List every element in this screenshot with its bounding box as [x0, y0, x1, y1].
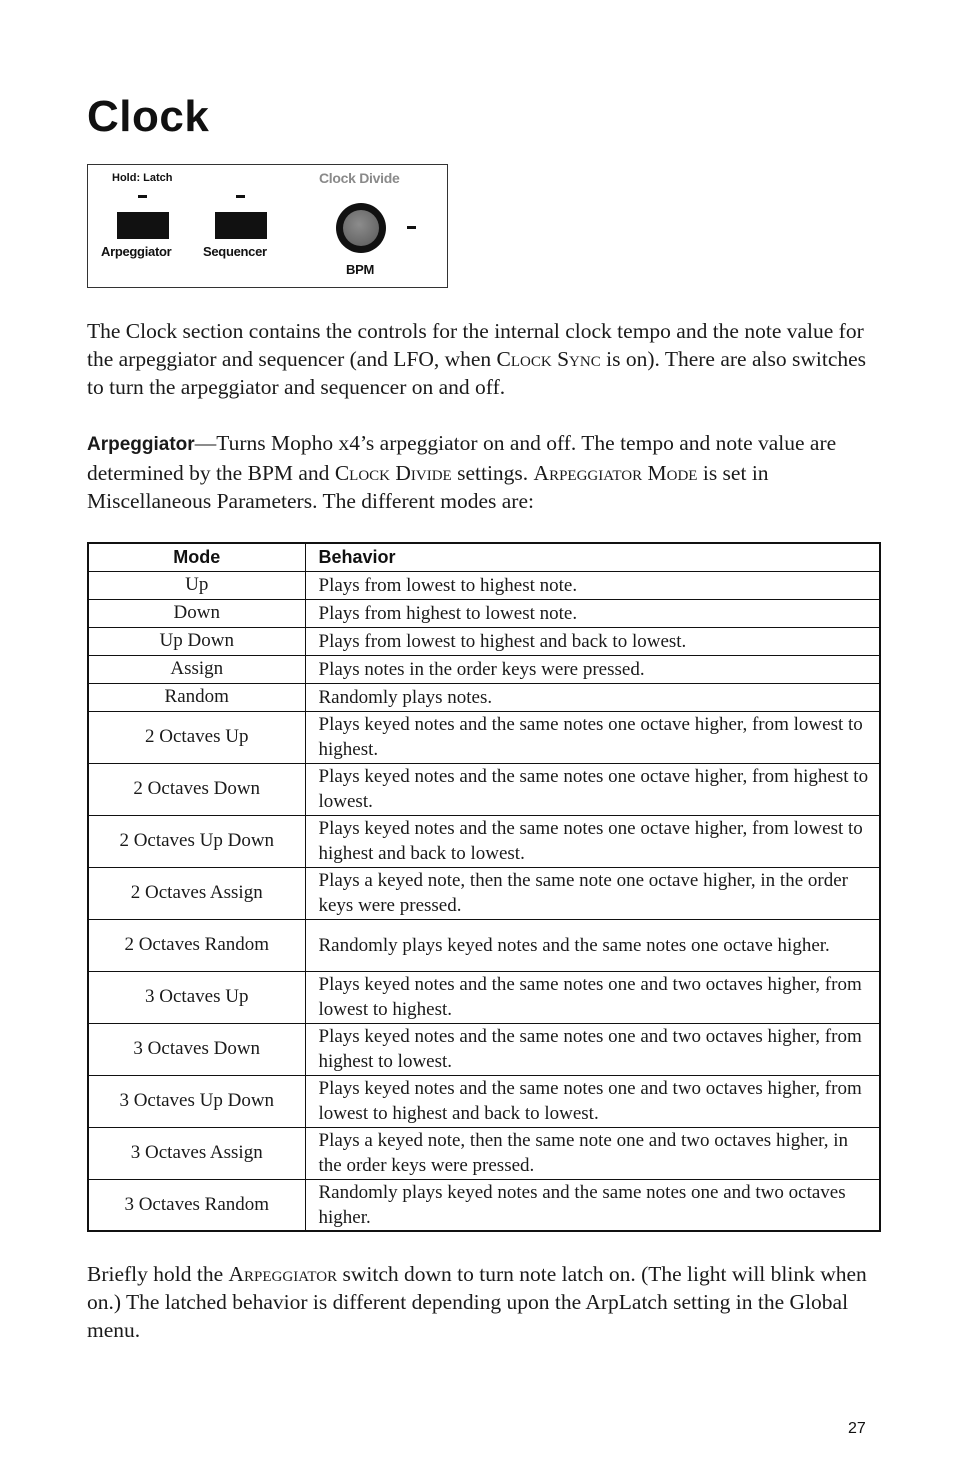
mode-cell: Assign	[88, 655, 305, 683]
mode-cell: 2 Octaves Up	[88, 711, 305, 763]
mode-cell: 3 Octaves Assign	[88, 1127, 305, 1179]
page-number: 27	[848, 1420, 866, 1437]
arpeggiator-led	[138, 195, 147, 198]
mode-cell: Random	[88, 683, 305, 711]
behavior-cell: Randomly plays keyed notes and the same notes one octave higher.	[305, 919, 880, 971]
behavior-cell: Plays from lowest to highest note.	[305, 571, 880, 599]
arpeggiator-switch-label: Arpeggiator	[101, 244, 172, 259]
arpeggiator-paragraph: Arpeggiator—Turns Mopho x4’s arpeggiator on and off. The tempo and note value are determined by the BPM and Clock Divide settings. Arpeggiator Mode is set in Miscellaneous Parameters. The different modes are:	[87, 431, 837, 513]
behavior-cell: Plays keyed notes and the same notes one octave higher, from lowest to highest.	[305, 711, 880, 763]
clock-panel-diagram	[87, 164, 448, 288]
column-header-behavior: Behavior	[305, 543, 880, 571]
sequencer-switch-label: Sequencer	[203, 244, 267, 259]
table-row	[88, 763, 880, 815]
behavior-cell: Plays keyed notes and the same notes one octave higher, from lowest to highest and back to lowest.	[305, 815, 880, 867]
behavior-cell: Plays keyed notes and the same notes one octave higher, from highest to lowest.	[305, 763, 880, 815]
clock-divide-led	[407, 226, 416, 229]
arpeggiator-mode-term: Arpeggiator Mode	[533, 461, 698, 485]
behavior-cell: Plays keyed notes and the same notes one and two octaves higher, from lowest to highest and back to lowest.	[305, 1075, 880, 1127]
mode-cell: 2 Octaves Assign	[88, 867, 305, 919]
behavior-cell: Randomly plays notes.	[305, 683, 880, 711]
arpeggiator-term: Arpeggiator	[87, 434, 195, 455]
table-row	[88, 599, 880, 627]
table-row	[88, 655, 880, 683]
table-row	[88, 1023, 880, 1075]
behavior-cell: Plays a keyed note, then the same note one and two octaves higher, in the order keys were pressed.	[305, 1127, 880, 1179]
page-title: Clock	[87, 92, 210, 141]
behavior-cell: Plays from highest to lowest note.	[305, 599, 880, 627]
mode-cell: 3 Octaves Up Down	[88, 1075, 305, 1127]
mode-cell: 3 Octaves Down	[88, 1023, 305, 1075]
table-row	[88, 919, 880, 971]
sequencer-led	[236, 195, 245, 198]
table-header-row	[88, 543, 880, 571]
bpm-knob-cap	[343, 210, 379, 246]
behavior-cell: Plays keyed notes and the same notes one and two octaves higher, from lowest to highest.	[305, 971, 880, 1023]
intro-paragraph: The Clock section contains the controls for the internal clock tempo and the note value for the arpeggiator and sequencer (and LFO, when Clock Sync is on). There are also switches to turn the arpeggiator and sequencer on and off.	[87, 319, 867, 399]
mode-cell: 2 Octaves Down	[88, 763, 305, 815]
mode-cell: Up Down	[88, 627, 305, 655]
column-header-mode: Mode	[88, 543, 305, 571]
bpm-knob	[336, 203, 386, 253]
behavior-cell: Plays notes in the order keys were pressed.	[305, 655, 880, 683]
table-row	[88, 711, 880, 763]
behavior-cell: Randomly plays keyed notes and the same notes one and two octaves higher.	[305, 1179, 880, 1231]
arpeggiator-modes-table	[87, 542, 881, 1232]
arpeggiator-switch	[117, 212, 169, 239]
table-row	[88, 867, 880, 919]
arpeggiator-switch-term: Arpeggiator	[228, 1262, 338, 1286]
table-row	[88, 1127, 880, 1179]
clock-divide-term: Clock Divide	[334, 461, 452, 485]
sequencer-switch	[215, 212, 267, 239]
table-row	[88, 971, 880, 1023]
latch-paragraph: Briefly hold the Arpeggiator switch down to turn note latch on. (The light will blink when on.) The latched behavior is different depending upon the ArpLatch setting in the Global menu.	[87, 1262, 867, 1342]
table-row	[88, 1075, 880, 1127]
mode-cell: Down	[88, 599, 305, 627]
table-row	[88, 683, 880, 711]
mode-cell: 3 Octaves Up	[88, 971, 305, 1023]
table-row	[88, 627, 880, 655]
clock-sync-term: Clock Sync	[496, 347, 601, 371]
hold-latch-label: Hold: Latch	[112, 172, 173, 184]
bpm-label: BPM	[346, 262, 374, 277]
behavior-cell: Plays from lowest to highest and back to lowest.	[305, 627, 880, 655]
table-row	[88, 815, 880, 867]
behavior-cell: Plays a keyed note, then the same note one octave higher, in the order keys were pressed.	[305, 867, 880, 919]
table-row	[88, 1179, 880, 1231]
mode-cell: 2 Octaves Up Down	[88, 815, 305, 867]
mode-cell: 2 Octaves Random	[88, 919, 305, 971]
clock-divide-label: Clock Divide	[319, 170, 400, 186]
mode-cell: Up	[88, 571, 305, 599]
table-row	[88, 571, 880, 599]
mode-cell: 3 Octaves Random	[88, 1179, 305, 1231]
behavior-cell: Plays keyed notes and the same notes one and two octaves higher, from highest to lowest.	[305, 1023, 880, 1075]
